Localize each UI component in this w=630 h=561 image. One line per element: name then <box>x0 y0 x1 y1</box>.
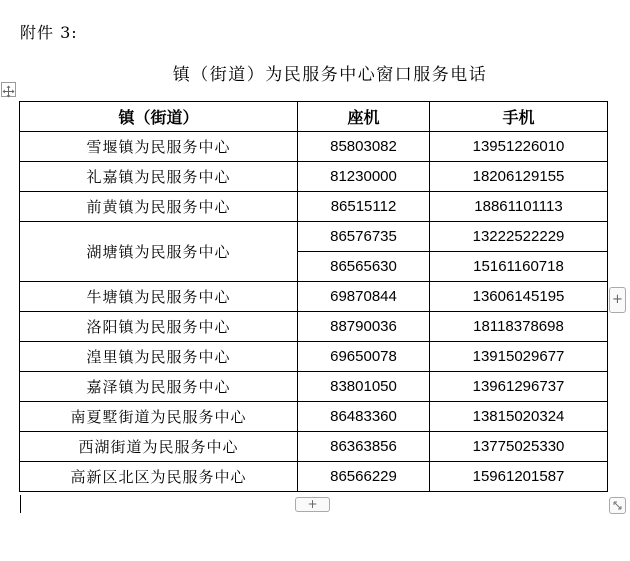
add-row-button[interactable]: + <box>295 497 330 512</box>
town-cell: 南夏墅街道为民服务中心 <box>20 402 298 432</box>
town-cell: 礼嘉镇为民服务中心 <box>20 162 298 192</box>
landline-cell: 69650078 <box>298 342 430 372</box>
table-row <box>20 222 608 252</box>
header-mobile: 手机 <box>430 102 608 132</box>
town-cell: 高新区北区为民服务中心 <box>20 462 298 492</box>
table-move-handle-icon[interactable] <box>1 82 16 97</box>
landline-cell: 86576735 <box>298 222 430 252</box>
town-cell: 嘉泽镇为民服务中心 <box>20 372 298 402</box>
table-header-row <box>20 102 608 132</box>
landline-cell: 86483360 <box>298 402 430 432</box>
service-phone-table <box>19 101 608 492</box>
mobile-cell: 15961201587 <box>430 462 608 492</box>
header-landline: 座机 <box>298 102 430 132</box>
table-row <box>20 312 608 342</box>
resize-diagonal-icon <box>610 498 625 513</box>
mobile-cell: 13915029677 <box>430 342 608 372</box>
town-cell: 雪堰镇为民服务中心 <box>20 132 298 162</box>
town-cell: 湖塘镇为民服务中心 <box>20 222 298 282</box>
table-row <box>20 192 608 222</box>
mobile-cell: 13961296737 <box>430 372 608 402</box>
table-row <box>20 462 608 492</box>
landline-cell: 86363856 <box>298 432 430 462</box>
town-cell: 牛塘镇为民服务中心 <box>20 282 298 312</box>
table-row <box>20 432 608 462</box>
landline-cell: 86515112 <box>298 192 430 222</box>
mobile-cell: 18861101113 <box>430 192 608 222</box>
town-cell: 湟里镇为民服务中心 <box>20 342 298 372</box>
town-cell: 西湖街道为民服务中心 <box>20 432 298 462</box>
landline-cell: 85803082 <box>298 132 430 162</box>
mobile-cell: 13222522229 <box>430 222 608 252</box>
header-town: 镇（街道） <box>20 102 298 132</box>
mobile-cell: 18206129155 <box>430 162 608 192</box>
landline-cell: 69870844 <box>298 282 430 312</box>
table-resize-handle[interactable] <box>609 497 626 514</box>
mobile-cell: 18118378698 <box>430 312 608 342</box>
table-row <box>20 342 608 372</box>
mobile-cell: 13815020324 <box>430 402 608 432</box>
town-cell: 洛阳镇为民服务中心 <box>20 312 298 342</box>
landline-cell: 83801050 <box>298 372 430 402</box>
landline-cell: 81230000 <box>298 162 430 192</box>
mobile-cell: 13775025330 <box>430 432 608 462</box>
table-row <box>20 162 608 192</box>
table-row <box>20 402 608 432</box>
table-row <box>20 132 608 162</box>
town-cell: 前黄镇为民服务中心 <box>20 192 298 222</box>
table-row <box>20 282 608 312</box>
text-cursor <box>20 495 21 513</box>
mobile-cell: 15161160718 <box>430 252 608 282</box>
move-arrows-icon <box>2 85 15 98</box>
add-column-button[interactable]: + <box>609 287 626 313</box>
table-row <box>20 372 608 402</box>
landline-cell: 86565630 <box>298 252 430 282</box>
mobile-cell: 13951226010 <box>430 132 608 162</box>
landline-cell: 86566229 <box>298 462 430 492</box>
attachment-label: 附件 3: <box>20 23 78 42</box>
mobile-cell: 13606145195 <box>430 282 608 312</box>
landline-cell: 88790036 <box>298 312 430 342</box>
document-title: 镇（街道）为民服务中心窗口服务电话 <box>172 65 488 85</box>
